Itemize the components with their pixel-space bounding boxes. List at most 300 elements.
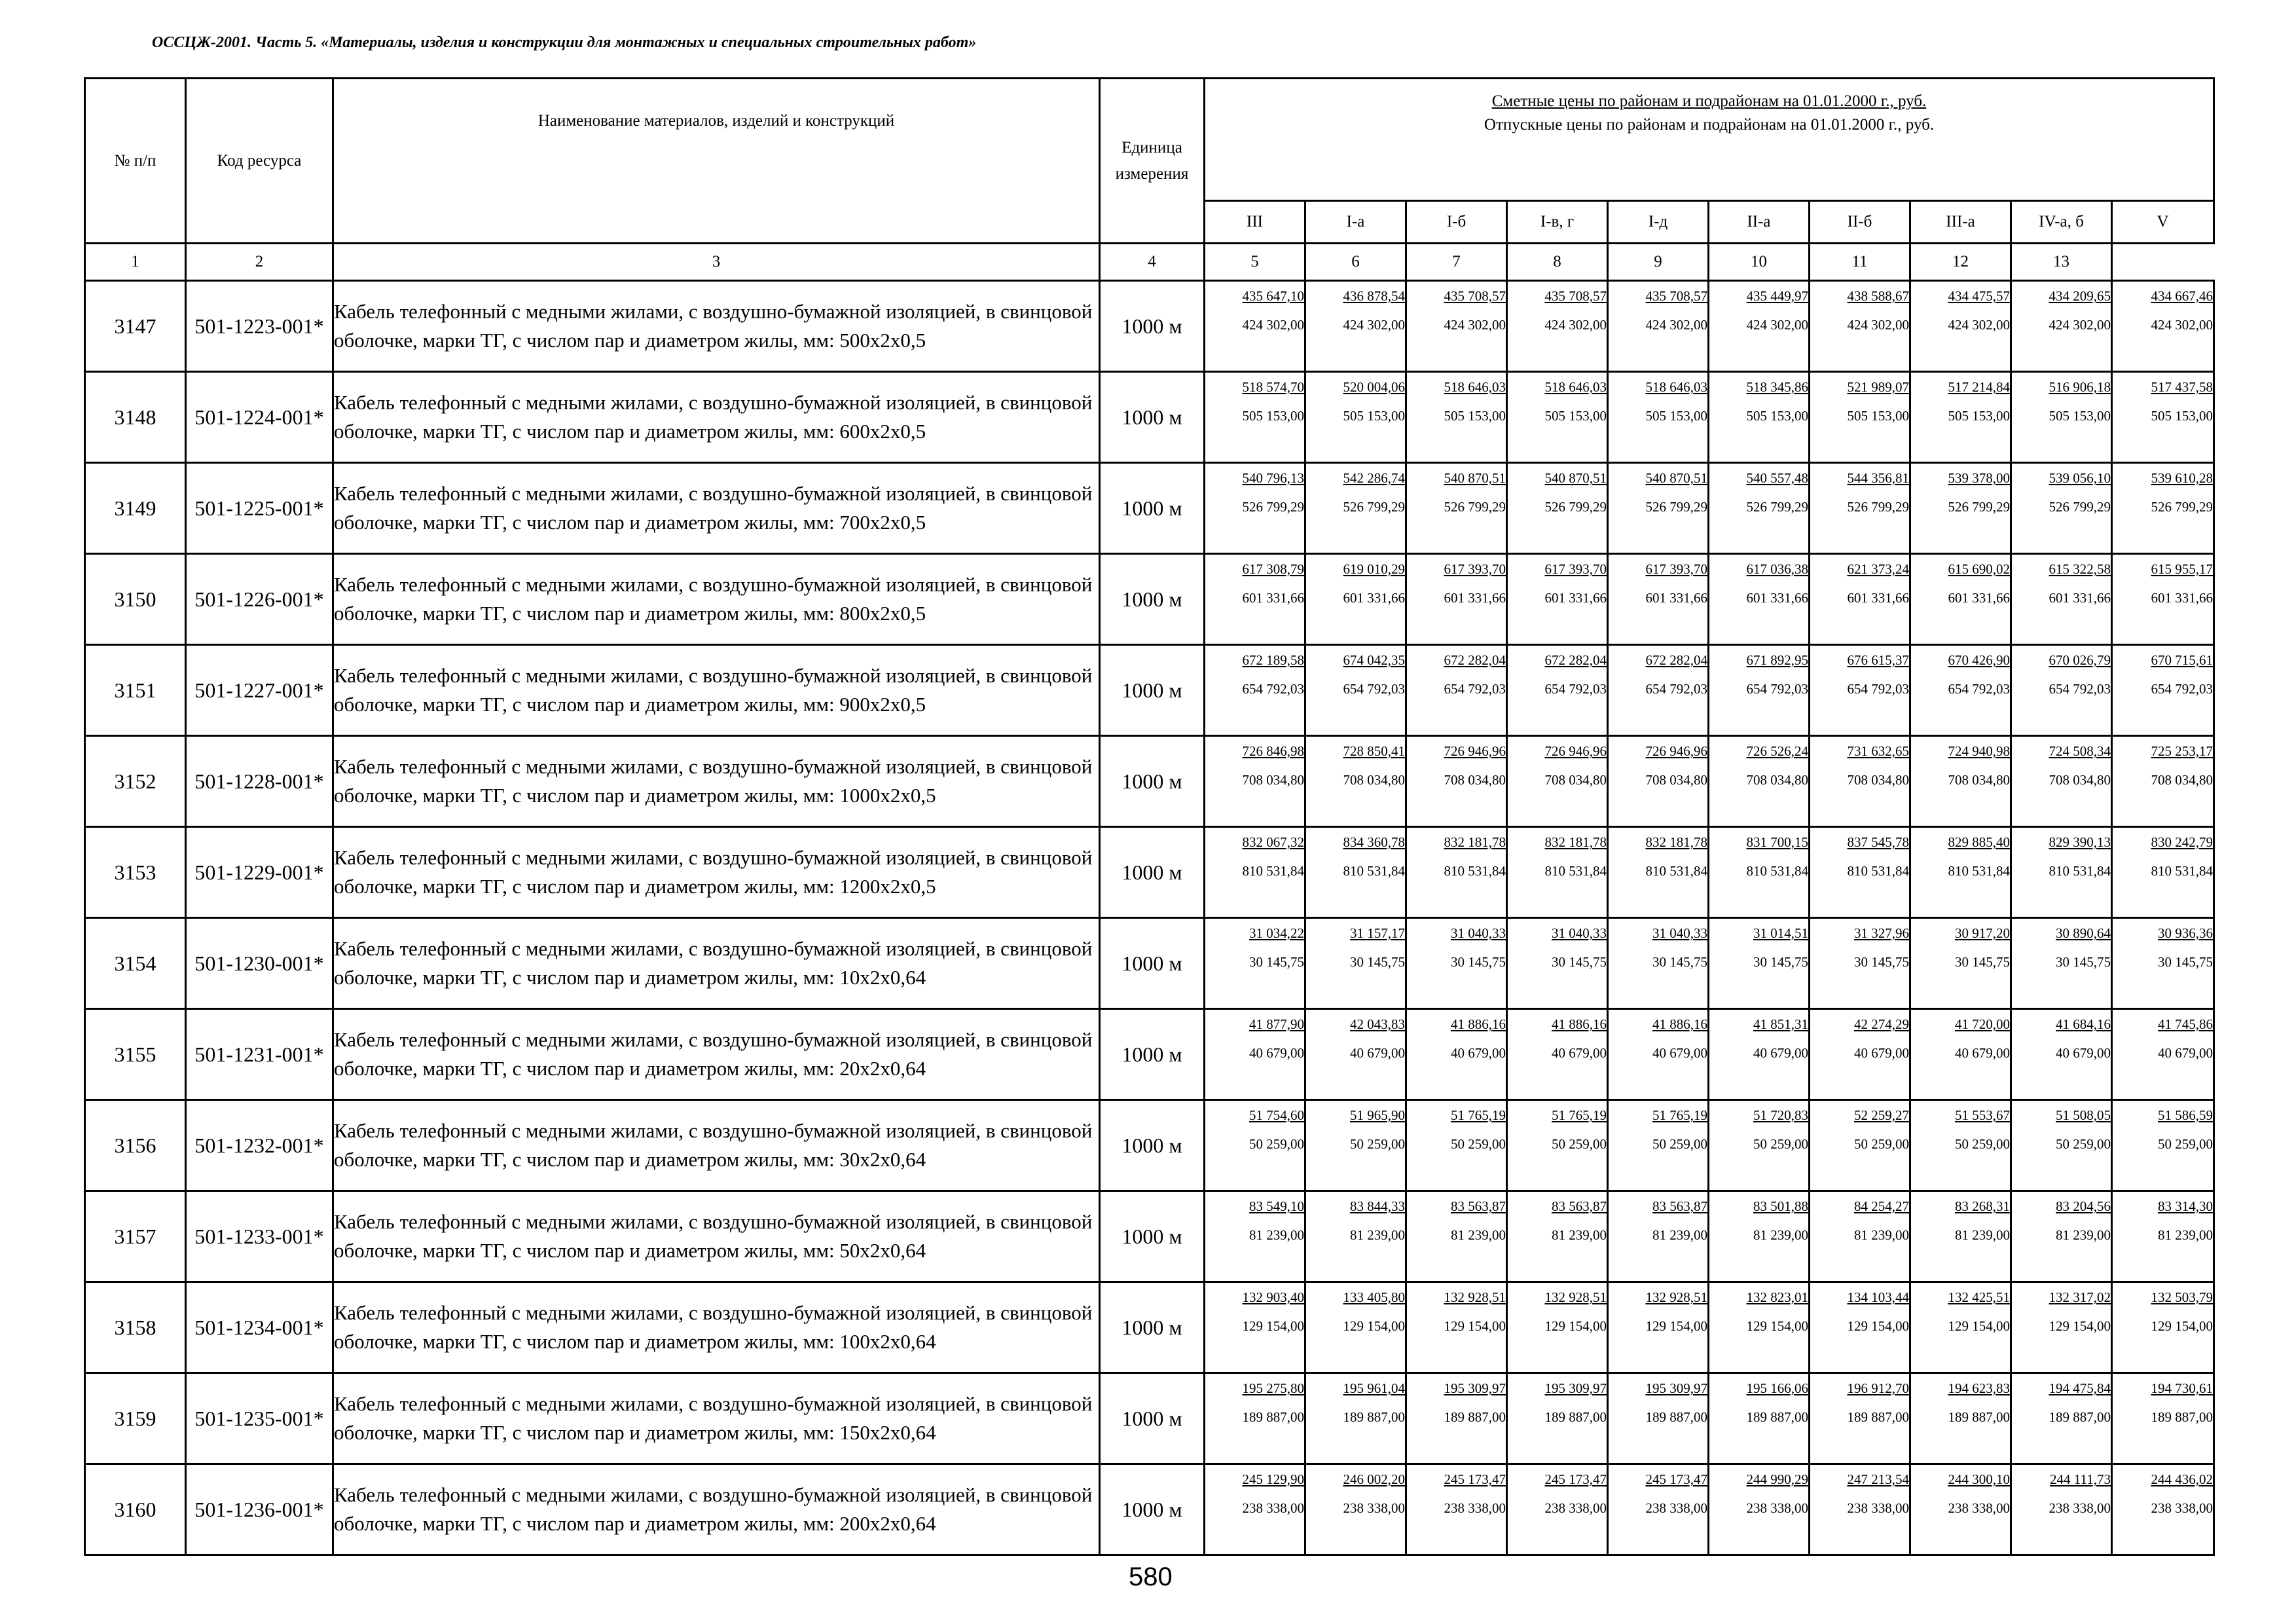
release-price: 81 239,00 [1753,1227,1808,1243]
release-price: 810 531,84 [1645,863,1707,879]
release-price: 601 331,66 [2151,590,2214,606]
estimated-price: 51 754,60 [1249,1107,1304,1123]
price-cell [2112,281,2214,372]
release-price: 40 679,00 [2056,1045,2111,1061]
price-cell [1709,1100,1810,1191]
estimated-price: 52 259,27 [1854,1107,1909,1123]
price-cell [1709,281,1810,372]
estimated-price: 41 877,90 [1249,1016,1304,1032]
estimated-price: 829 885,40 [1948,834,2010,850]
estimated-price: 83 563,87 [1451,1198,1506,1214]
estimated-price: 832 181,78 [1544,834,1607,850]
header-code: Код ресурса [186,79,333,244]
price-cell [1205,1009,1305,1100]
release-price: 40 679,00 [1955,1045,2010,1061]
price-cell [1305,645,1406,736]
table-row [85,1373,2214,1464]
release-price: 30 145,75 [1350,954,1405,970]
resource-code: 501-1223-001* [186,281,333,372]
region-header: I-д [1608,201,1709,244]
price-cell [2112,1282,2214,1373]
release-price: 424 302,00 [1444,317,1506,333]
release-price: 708 034,80 [1847,772,1909,788]
release-price: 238 338,00 [1343,1500,1405,1516]
estimated-price: 41 851,31 [1753,1016,1808,1032]
column-number: 10 [1709,244,1810,281]
price-cell [1709,736,1810,827]
estimated-price: 617 036,38 [1746,561,1808,577]
estimated-price: 41 886,16 [1552,1016,1607,1032]
column-number: 7 [1406,244,1507,281]
price-cell [1910,463,2011,554]
measurement-unit: 1000 м [1100,1009,1205,1100]
price-cell [1205,1282,1305,1373]
header-rownum: № п/п [85,79,186,244]
estimated-price: 830 242,79 [2151,834,2214,850]
estimated-price: 435 647,10 [1242,288,1304,304]
price-cell [1305,1009,1406,1100]
estimated-price: 615 955,17 [2151,561,2214,577]
release-price: 505 153,00 [1544,408,1607,424]
release-price: 50 259,00 [2056,1136,2111,1152]
price-cell [1205,645,1305,736]
release-price: 30 145,75 [1955,954,2010,970]
estimated-price: 30 890,64 [2056,925,2111,941]
resource-code: 501-1231-001* [186,1009,333,1100]
estimated-price: 672 282,04 [1544,652,1607,668]
price-cell [1810,1373,1910,1464]
region-header: II-б [1810,201,1910,244]
release-price: 654 792,03 [1847,681,1909,697]
table-row [85,372,2214,463]
release-price: 505 153,00 [1343,408,1405,424]
release-price: 81 239,00 [1652,1227,1707,1243]
table-row [85,827,2214,918]
estimated-price: 540 557,48 [1746,470,1808,486]
price-cell [1305,1464,1406,1555]
estimated-price: 670 426,90 [1948,652,2010,668]
row-number: 3149 [85,463,186,554]
price-cell [2011,736,2112,827]
release-price: 505 153,00 [2049,408,2111,424]
estimated-price: 674 042,35 [1343,652,1405,668]
price-cell [1709,554,1810,645]
price-cell [1608,372,1709,463]
estimated-price: 726 846,98 [1242,743,1304,759]
price-cell [1810,372,1910,463]
estimated-price: 516 906,18 [2049,379,2111,395]
estimated-price: 521 989,07 [1847,379,1909,395]
material-name: Кабель телефонный с медными жилами, с воздушно-бумажной изоляцией, в свинцовой оболочке, марки ТГ, с числом пар и диаметром жилы, мм: 700х2х0,5 [333,463,1100,554]
row-number: 3160 [85,1464,186,1555]
estimated-price: 31 040,33 [1552,925,1607,941]
price-cell [1910,281,2011,372]
measurement-unit: 1000 м [1100,1373,1205,1464]
estimated-price: 41 684,16 [2056,1016,2111,1032]
resource-code: 501-1229-001* [186,827,333,918]
estimated-price: 518 646,03 [1544,379,1607,395]
release-price: 505 153,00 [1444,408,1506,424]
release-price: 505 153,00 [2151,408,2214,424]
resource-code: 501-1236-001* [186,1464,333,1555]
estimated-price: 726 946,96 [1645,743,1707,759]
material-name: Кабель телефонный с медными жилами, с воздушно-бумажной изоляцией, в свинцовой оболочке, марки ТГ, с числом пар и диаметром жилы, мм: 150х2х0,64 [333,1373,1100,1464]
material-name: Кабель телефонный с медными жилами, с воздушно-бумажной изоляцией, в свинцовой оболочке, марки ТГ, с числом пар и диаметром жилы, мм: 1200х2х0,5 [333,827,1100,918]
resource-code: 501-1234-001* [186,1282,333,1373]
table-row [85,1191,2214,1282]
release-price: 40 679,00 [1451,1045,1506,1061]
price-cell [2112,827,2214,918]
price-cell [1608,736,1709,827]
release-price: 81 239,00 [1552,1227,1607,1243]
price-cell [2011,1100,2112,1191]
release-price: 654 792,03 [1645,681,1707,697]
release-price: 40 679,00 [1350,1045,1405,1061]
release-price: 189 887,00 [1746,1409,1808,1425]
price-cell [1305,463,1406,554]
table-row [85,281,2214,372]
estimated-price: 195 309,97 [1645,1380,1707,1396]
row-number: 3148 [85,372,186,463]
release-price: 50 259,00 [2158,1136,2214,1152]
price-cell [1810,1009,1910,1100]
price-cell [1507,1009,1608,1100]
release-price: 424 302,00 [1242,317,1304,333]
price-cell [1810,1191,1910,1282]
measurement-unit: 1000 м [1100,463,1205,554]
estimated-price: 544 356,81 [1847,470,1909,486]
price-cell [1910,1191,2011,1282]
table-row [85,736,2214,827]
column-number: 2 [186,244,333,281]
estimated-price: 670 715,61 [2151,652,2214,668]
measurement-unit: 1000 м [1100,1282,1205,1373]
release-price: 654 792,03 [2049,681,2111,697]
price-cell [2112,554,2214,645]
material-name: Кабель телефонный с медными жилами, с воздушно-бумажной изоляцией, в свинцовой оболочке, марки ТГ, с числом пар и диаметром жилы, мм: 600х2х0,5 [333,372,1100,463]
estimated-price: 83 501,88 [1753,1198,1808,1214]
row-number: 3159 [85,1373,186,1464]
release-price: 129 154,00 [1242,1318,1304,1334]
estimated-price: 84 254,27 [1854,1198,1909,1214]
price-cell [1810,736,1910,827]
table-row [85,1009,2214,1100]
price-cell [1305,554,1406,645]
release-price: 708 034,80 [2151,772,2214,788]
estimated-price: 245 173,47 [1645,1471,1707,1487]
material-name: Кабель телефонный с медными жилами, с воздушно-бумажной изоляцией, в свинцовой оболочке, марки ТГ, с числом пар и диаметром жилы, мм: 30х2х0,64 [333,1100,1100,1191]
price-cell [1608,1100,1709,1191]
estimated-price: 245 129,90 [1242,1471,1304,1487]
estimated-price: 834 360,78 [1343,834,1405,850]
release-price: 526 799,29 [1746,499,1808,515]
table-row [85,1464,2214,1555]
estimated-price: 83 844,33 [1350,1198,1405,1214]
release-price: 601 331,66 [1343,590,1405,606]
release-price: 129 154,00 [1544,1318,1607,1334]
region-header: I-в, г [1507,201,1608,244]
release-price: 50 259,00 [1350,1136,1405,1152]
price-cell [1406,645,1507,736]
estimated-price: 832 181,78 [1444,834,1506,850]
release-price: 81 239,00 [2158,1227,2214,1243]
resource-code: 501-1228-001* [186,736,333,827]
price-cell [2112,918,2214,1009]
price-cell [1406,372,1507,463]
release-price: 526 799,29 [1544,499,1607,515]
price-cell [1305,1282,1406,1373]
estimated-price: 245 173,47 [1544,1471,1607,1487]
price-cell [1910,554,2011,645]
release-price: 30 145,75 [1753,954,1808,970]
estimated-price: 42 274,29 [1854,1016,1909,1032]
price-cell [1406,1282,1507,1373]
release-price: 129 154,00 [1746,1318,1808,1334]
row-number: 3158 [85,1282,186,1373]
release-price: 810 531,84 [1242,863,1304,879]
estimated-price: 195 166,06 [1746,1380,1808,1396]
release-price: 654 792,03 [1444,681,1506,697]
release-price: 601 331,66 [2049,590,2111,606]
price-cell [1608,645,1709,736]
release-price: 601 331,66 [1847,590,1909,606]
estimated-price: 245 173,47 [1444,1471,1506,1487]
estimated-price: 435 708,57 [1444,288,1506,304]
estimated-price: 31 327,96 [1854,925,1909,941]
material-name: Кабель телефонный с медными жилами, с воздушно-бумажной изоляцией, в свинцовой оболочке, марки ТГ, с числом пар и диаметром жилы, мм: 200х2х0,64 [333,1464,1100,1555]
estimated-price: 617 393,70 [1544,561,1607,577]
estimated-price: 51 965,90 [1350,1107,1405,1123]
row-number: 3154 [85,918,186,1009]
release-price: 505 153,00 [1746,408,1808,424]
header-release-prices: Отпускные цены по районам и подрайонам на 01.01.2000 г., руб. [1484,116,1935,134]
estimated-price: 670 026,79 [2049,652,2111,668]
price-cell [1507,554,1608,645]
release-price: 238 338,00 [1444,1500,1506,1516]
estimated-price: 539 610,28 [2151,470,2214,486]
region-header: IV-а, б [2011,201,2112,244]
release-price: 424 302,00 [2049,317,2111,333]
price-cell [1205,1100,1305,1191]
release-price: 601 331,66 [1444,590,1506,606]
price-cell [1910,918,2011,1009]
price-cell [1507,1191,1608,1282]
release-price: 810 531,84 [1544,863,1607,879]
estimated-price: 435 449,97 [1746,288,1808,304]
release-price: 505 153,00 [1645,408,1707,424]
release-price: 424 302,00 [1343,317,1405,333]
table-row [85,918,2214,1009]
estimated-price: 728 850,41 [1343,743,1405,759]
release-price: 526 799,29 [1847,499,1909,515]
resource-code: 501-1233-001* [186,1191,333,1282]
column-number: 12 [1910,244,2011,281]
price-cell [1608,1464,1709,1555]
estimated-price: 832 181,78 [1645,834,1707,850]
estimated-price: 51 765,19 [1652,1107,1707,1123]
release-price: 526 799,29 [2049,499,2111,515]
estimated-price: 41 886,16 [1451,1016,1506,1032]
estimated-price: 244 111,73 [2050,1471,2111,1487]
release-price: 601 331,66 [1645,590,1707,606]
release-price: 654 792,03 [1343,681,1405,697]
price-cell [1507,918,1608,1009]
release-price: 601 331,66 [1948,590,2010,606]
resource-code: 501-1225-001* [186,463,333,554]
measurement-unit: 1000 м [1100,1191,1205,1282]
release-price: 30 145,75 [1451,954,1506,970]
table-row [85,1282,2214,1373]
estimated-price: 196 912,70 [1847,1380,1909,1396]
release-price: 238 338,00 [1242,1500,1304,1516]
estimated-price: 194 730,61 [2151,1380,2214,1396]
price-cell [1406,1009,1507,1100]
price-cell [1305,372,1406,463]
price-cell [1406,918,1507,1009]
estimated-price: 194 623,83 [1948,1380,2010,1396]
estimated-price: 51 553,67 [1955,1107,2010,1123]
price-cell [1406,1464,1507,1555]
estimated-price: 617 393,70 [1444,561,1506,577]
estimated-price: 435 708,57 [1544,288,1607,304]
price-cell [1608,1373,1709,1464]
estimated-price: 195 275,80 [1242,1380,1304,1396]
resource-code: 501-1232-001* [186,1100,333,1191]
estimated-price: 518 574,70 [1242,379,1304,395]
price-cell [1608,463,1709,554]
release-price: 189 887,00 [2049,1409,2111,1425]
price-cell [1810,463,1910,554]
release-price: 708 034,80 [1242,772,1304,788]
release-price: 40 679,00 [1753,1045,1808,1061]
price-cell [1709,827,1810,918]
estimated-price: 831 700,15 [1746,834,1808,850]
price-cell [2011,554,2112,645]
release-price: 81 239,00 [1955,1227,2010,1243]
release-price: 424 302,00 [1544,317,1607,333]
release-price: 654 792,03 [1746,681,1808,697]
release-price: 129 154,00 [1444,1318,1506,1334]
price-cell [1205,736,1305,827]
release-price: 189 887,00 [1948,1409,2010,1425]
price-cell [2112,1009,2214,1100]
price-cell [1910,1373,2011,1464]
price-cell [1205,372,1305,463]
price-cell [1608,1009,1709,1100]
price-cell [1810,554,1910,645]
header-estimated-prices: Сметные цены по районам и подрайонам на 01.01.2000 г., руб. [1491,92,1927,110]
price-cell [1507,1100,1608,1191]
column-number: 11 [1810,244,1910,281]
measurement-unit: 1000 м [1100,827,1205,918]
price-cell [1205,554,1305,645]
column-number: 6 [1305,244,1406,281]
estimated-price: 194 475,84 [2049,1380,2111,1396]
material-name: Кабель телефонный с медными жилами, с воздушно-бумажной изоляцией, в свинцовой оболочке, марки ТГ, с числом пар и диаметром жилы, мм: 900х2х0,5 [333,645,1100,736]
price-cell [1709,1191,1810,1282]
estimated-price: 539 056,10 [2049,470,2111,486]
release-price: 129 154,00 [2049,1318,2111,1334]
price-cell [2112,1100,2214,1191]
release-price: 81 239,00 [1249,1227,1304,1243]
price-cell [1910,1009,2011,1100]
estimated-price: 195 309,97 [1444,1380,1506,1396]
release-price: 654 792,03 [1242,681,1304,697]
release-price: 708 034,80 [1444,772,1506,788]
price-cell [1608,827,1709,918]
release-price: 810 531,84 [2151,863,2214,879]
price-cell [1910,645,2011,736]
estimated-price: 195 309,97 [1544,1380,1607,1396]
material-name: Кабель телефонный с медными жилами, с воздушно-бумажной изоляцией, в свинцовой оболочке, марки ТГ, с числом пар и диаметром жилы, мм: 100х2х0,64 [333,1282,1100,1373]
release-price: 189 887,00 [1343,1409,1405,1425]
price-cell [1205,1373,1305,1464]
release-price: 129 154,00 [1343,1318,1405,1334]
release-price: 40 679,00 [2158,1045,2214,1061]
estimated-price: 51 586,59 [2158,1107,2214,1123]
price-cell [1507,827,1608,918]
price-cell [2011,1191,2112,1282]
estimated-price: 132 928,51 [1645,1289,1707,1305]
release-price: 424 302,00 [2151,317,2214,333]
material-name: Кабель телефонный с медными жилами, с воздушно-бумажной изоляцией, в свинцовой оболочке, марки ТГ, с числом пар и диаметром жилы, мм: 50х2х0,64 [333,1191,1100,1282]
material-name: Кабель телефонный с медными жилами, с воздушно-бумажной изоляцией, в свинцовой оболочке, марки ТГ, с числом пар и диаметром жилы, мм: 500х2х0,5 [333,281,1100,372]
price-cell [1507,372,1608,463]
header-prices [1205,79,2214,201]
release-price: 526 799,29 [1645,499,1707,515]
price-cell [1305,281,1406,372]
price-cell [1608,1191,1709,1282]
measurement-unit: 1000 м [1100,736,1205,827]
release-price: 50 259,00 [1753,1136,1808,1152]
release-price: 129 154,00 [1847,1318,1909,1334]
release-price: 810 531,84 [1746,863,1808,879]
release-price: 40 679,00 [1249,1045,1304,1061]
release-price: 654 792,03 [1544,681,1607,697]
column-number: 8 [1507,244,1608,281]
price-cell [2112,372,2214,463]
estimated-price: 132 317,02 [2049,1289,2111,1305]
price-cell [1507,645,1608,736]
release-price: 129 154,00 [1645,1318,1707,1334]
row-number: 3152 [85,736,186,827]
price-cell [1305,1373,1406,1464]
estimated-price: 726 526,24 [1746,743,1808,759]
release-price: 424 302,00 [1948,317,2010,333]
price-cell [1910,372,2011,463]
resource-code: 501-1227-001* [186,645,333,736]
price-cell [2011,1282,2112,1373]
release-price: 526 799,29 [1444,499,1506,515]
estimated-price: 83 549,10 [1249,1198,1304,1214]
estimated-price: 540 870,51 [1544,470,1607,486]
release-price: 810 531,84 [1343,863,1405,879]
release-price: 189 887,00 [1544,1409,1607,1425]
column-number-row [85,244,2214,281]
release-price: 601 331,66 [1746,590,1808,606]
release-price: 50 259,00 [1955,1136,2010,1152]
release-price: 238 338,00 [2151,1500,2214,1516]
price-cell [1810,827,1910,918]
release-price: 424 302,00 [1746,317,1808,333]
release-price: 30 145,75 [1652,954,1707,970]
release-price: 30 145,75 [1249,954,1304,970]
estimated-price: 542 286,74 [1343,470,1405,486]
estimated-price: 617 308,79 [1242,561,1304,577]
estimated-price: 829 390,13 [2049,834,2111,850]
release-price: 129 154,00 [2151,1318,2214,1334]
measurement-unit: 1000 м [1100,918,1205,1009]
